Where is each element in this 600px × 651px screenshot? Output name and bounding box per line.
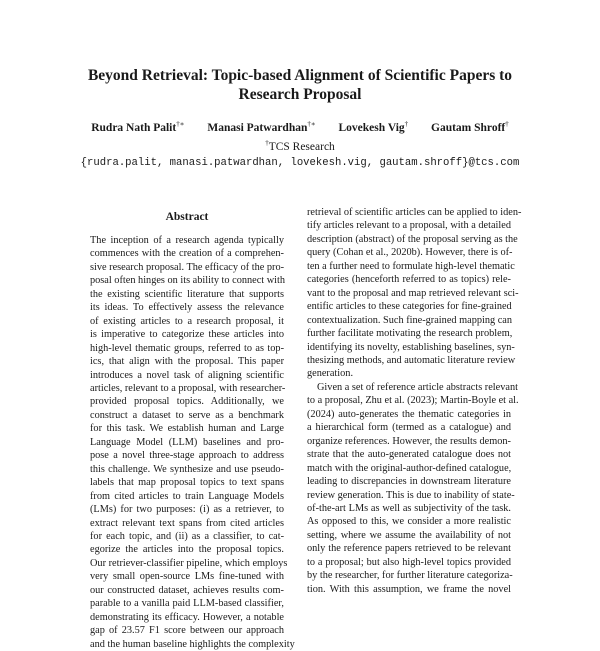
text-line: tion. With this assumption, we frame the novel: [307, 583, 511, 595]
text-line: for this task. We establish human and Large: [90, 423, 284, 435]
text-line: further facilitate motivating the research problem,: [307, 328, 513, 340]
text-line: commences with the creation of a comprehen-: [90, 248, 284, 260]
author-list: [60, 120, 540, 134]
text-line: egorize the articles into the proposal topics.: [90, 544, 284, 556]
text-line: categories (henceforth referred to as topics) rele-: [307, 274, 511, 286]
text-line: provided proposal topics. Additionally, we: [90, 396, 284, 408]
text-line: of-the-art LMs as well as subjectivity of the task.: [307, 502, 511, 514]
text-line: ten a further need to formulate high-level thematic: [307, 260, 515, 272]
text-line: Given a set of reference article abstracts relevant: [317, 381, 518, 393]
text-line: ics, that align with the proposal. This paper: [90, 356, 284, 368]
abstract-heading: Abstract: [165, 211, 209, 223]
text-line: Language Model (LLM) baselines and pro-: [90, 436, 284, 448]
text-line: identifying its novelty, establishing baselines, syn-: [307, 341, 515, 353]
text-line: a hierarchical form (termed as a catalogue) and: [307, 422, 511, 434]
author: Lovekesh Vig†: [338, 120, 409, 134]
text-line: (LMs) for two purposes: (i) as a retriever, to: [90, 504, 284, 516]
text-line: leading to discrepancies in downstream literature: [307, 476, 511, 488]
text-line: gap of 23.57 F1 score between our approach: [90, 625, 284, 637]
text-line: description (abstract) of the proposal serving as the: [307, 233, 518, 245]
paper-title: [60, 66, 540, 104]
text-line: strate that the auto-generated catalogue does not: [307, 449, 511, 461]
text-line: by the researcher, for further literature categoriza-: [307, 570, 513, 582]
text-line: articles, relevant to a proposal, with researcher-: [90, 382, 286, 394]
text-line: our constructed dataset, achieves results com-: [90, 584, 284, 596]
text-line: high-level thematic groups, referred to as top-: [90, 342, 284, 354]
text-line: generation.: [307, 368, 354, 380]
text-line: from cited articles to train Language Models: [90, 490, 284, 502]
text-line: organize references. However, the results demon-: [307, 435, 511, 447]
text-line: to a proposal; but also high-level topics provided: [307, 556, 511, 568]
author: Rudra Nath Palit†∗: [91, 120, 185, 134]
title-line: Research Proposal: [238, 86, 362, 103]
text-line: demonstrating its efficacy. However, a notable: [90, 611, 284, 623]
text-line: is imperative to categorize these articles into: [90, 329, 284, 341]
text-line: its ideas. To effectively assess the relevance: [90, 302, 284, 314]
text-line: review generation. This is due to inability of state-: [307, 489, 515, 501]
author-emails: {rudra.palit, manasi.patwardhan, lovekesh.vig, gautam.shroff}@tcs.com: [80, 157, 520, 169]
text-line: retrieval of scientific articles can be applied to iden-: [307, 207, 522, 218]
text-line: posal often hinges on its ability to connect with: [90, 275, 286, 287]
text-line: construct a dataset to serve as a benchmark: [90, 409, 284, 421]
text-line: query (Cohan et al., 2020b). However, there is of-: [307, 247, 513, 259]
text-line: introduces a novel task of aligning scientific: [90, 369, 284, 381]
author: Manasi Patwardhan†∗: [207, 120, 316, 134]
text-line: very small open-source LMs fine-tuned with: [90, 571, 284, 583]
author: Gautam Shroff†: [431, 120, 509, 134]
text-line: for each topic, and (ii) as a classifier, to cat-: [90, 530, 284, 542]
text-line: contextualization. Such fine-grained mapping can: [307, 314, 513, 326]
text-line: only the reference papers retrieved to be relevant: [307, 543, 511, 555]
text-line: this challenge. We synthesize and use pseudo-: [90, 463, 284, 475]
text-line: As opposed to this, we consider a more realistic: [307, 516, 511, 528]
title-line: Beyond Retrieval: Topic-based Alignment of Scientific Papers to: [87, 67, 513, 84]
text-line: tify articles relevant to a proposal, with a detailed: [307, 220, 511, 232]
text-line: to a proposal, Zhu et al. (2023); Martin-Boyle et al.: [307, 395, 519, 407]
introduction-body: [307, 206, 522, 596]
text-line: labels that map proposal topics to text spans: [90, 477, 284, 489]
abstract-body: [90, 234, 295, 651]
text-line: vant to the proposal and map retrieved relevant sci-: [307, 287, 519, 299]
text-line: Our retriever-classifier pipeline, which employs: [90, 557, 288, 569]
text-line: the existing scientific literature that supports: [90, 288, 284, 300]
text-line: parable to a vanilla paid LLM-based classifier,: [90, 598, 284, 610]
text-line: pose a novel three-stage approach to address: [90, 450, 284, 462]
text-line: thesizing methods, and automatic literature review: [307, 354, 516, 366]
affiliation: †TCS Research: [265, 139, 335, 153]
text-line: of existing articles to a research proposal, it: [90, 315, 284, 327]
text-line: (2024) auto-generates the thematic categories in: [307, 408, 511, 420]
text-line: extract relevant text spans from cited articles: [90, 517, 284, 529]
text-line: and the human baseline highlights the complexity: [90, 638, 295, 650]
text-line: The inception of a research agenda typically: [90, 235, 284, 246]
text-line: match with the original-author-defined catalogue,: [307, 462, 512, 474]
text-line: entific articles to these categories for fine-grained: [307, 301, 512, 313]
text-line: setting, where we assume the availability of not: [307, 529, 511, 541]
text-line: sive research proposal. The efficacy of the pro-: [90, 261, 285, 273]
